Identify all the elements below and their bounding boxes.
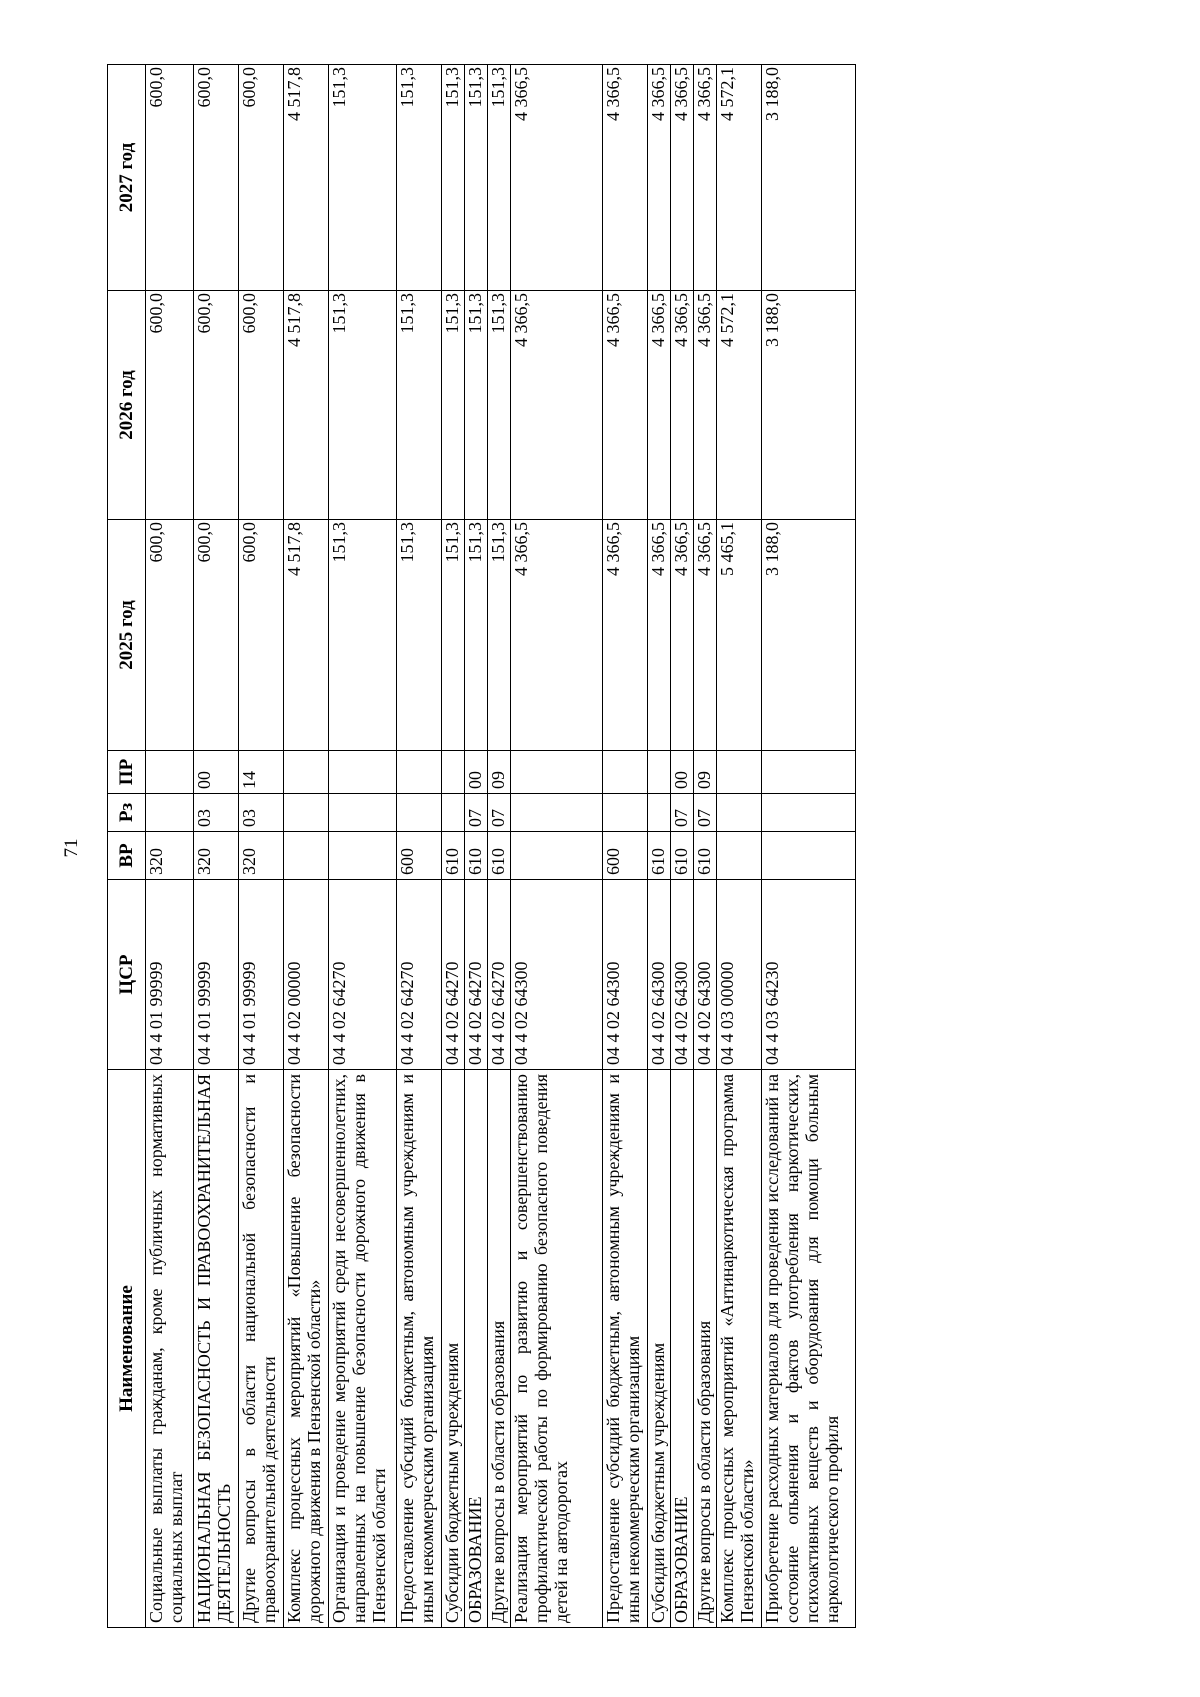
header-2026: 2026 год xyxy=(108,291,146,520)
cell-2025: 151,3 xyxy=(488,520,511,751)
cell-pr: 00 xyxy=(671,751,694,794)
cell-name: Предоставление субсидий бюджетным, автономным учреждениям и иным некоммерческим организациям xyxy=(397,1070,442,1628)
cell-vr: 320 xyxy=(239,832,284,880)
cell-vr: 610 xyxy=(488,832,511,880)
table-row xyxy=(465,65,488,1628)
cell-vr xyxy=(762,832,856,880)
cell-2027: 4 572,1 xyxy=(717,65,762,291)
cell-2025: 600,0 xyxy=(239,520,284,751)
cell-rz xyxy=(284,794,329,832)
cell-2025: 151,3 xyxy=(397,520,442,751)
table-row xyxy=(694,65,717,1628)
cell-rz xyxy=(603,794,648,832)
cell-csr: 04 4 02 00000 xyxy=(284,880,329,1070)
header-2027: 2027 год xyxy=(108,65,146,291)
cell-rz xyxy=(329,794,397,832)
cell-2025: 3 188,0 xyxy=(762,520,856,751)
cell-csr: 04 4 01 99999 xyxy=(239,880,284,1070)
cell-name: Приобретение расходных материалов для проведения исследований на состояние опьянения и фактов употребления наркотических, психоактивных веществ и оборудования для помощи больным наркологического профиля xyxy=(762,1070,856,1628)
cell-2026: 4 366,5 xyxy=(694,291,717,520)
cell-2027: 4 366,5 xyxy=(511,65,603,291)
cell-2025: 4 366,5 xyxy=(603,520,648,751)
cell-csr: 04 4 02 64270 xyxy=(397,880,442,1070)
cell-vr: 610 xyxy=(442,832,465,880)
cell-2026: 600,0 xyxy=(239,291,284,520)
cell-pr xyxy=(511,751,603,794)
table-row xyxy=(239,65,284,1628)
table-row xyxy=(671,65,694,1628)
cell-name: Другие вопросы в области образования xyxy=(694,1070,717,1628)
cell-csr: 04 4 03 00000 xyxy=(717,880,762,1070)
cell-2026: 151,3 xyxy=(442,291,465,520)
cell-2026: 600,0 xyxy=(194,291,239,520)
cell-vr xyxy=(284,832,329,880)
cell-name: Предоставление субсидий бюджетным, автономным учреждениям и иным некоммерческим организациям xyxy=(603,1070,648,1628)
cell-2026: 151,3 xyxy=(329,291,397,520)
cell-rz xyxy=(442,794,465,832)
cell-pr xyxy=(284,751,329,794)
table-row xyxy=(284,65,329,1628)
header-pr: ПР xyxy=(108,751,146,794)
cell-name: Организация и проведение мероприятий среди несовершеннолетних, направленных на повышение безопасности дорожного движения в Пензенской области xyxy=(329,1070,397,1628)
cell-vr: 320 xyxy=(194,832,239,880)
cell-2027: 600,0 xyxy=(146,65,194,291)
budget-table xyxy=(107,64,856,1628)
cell-name: Субсидии бюджетным учреждениям xyxy=(442,1070,465,1628)
cell-2025: 5 465,1 xyxy=(717,520,762,751)
table-row xyxy=(603,65,648,1628)
cell-pr: 09 xyxy=(694,751,717,794)
cell-rz xyxy=(648,794,671,832)
cell-csr: 04 4 02 64270 xyxy=(488,880,511,1070)
cell-csr: 04 4 02 64300 xyxy=(648,880,671,1070)
cell-2026: 4 572,1 xyxy=(717,291,762,520)
cell-2026: 151,3 xyxy=(465,291,488,520)
cell-pr xyxy=(397,751,442,794)
cell-2025: 600,0 xyxy=(194,520,239,751)
cell-vr: 610 xyxy=(694,832,717,880)
table-row xyxy=(648,65,671,1628)
cell-rz xyxy=(511,794,603,832)
cell-rz: 03 xyxy=(239,794,284,832)
cell-pr xyxy=(442,751,465,794)
cell-2027: 151,3 xyxy=(488,65,511,291)
cell-2025: 151,3 xyxy=(329,520,397,751)
cell-name: Другие вопросы в области образования xyxy=(488,1070,511,1628)
cell-2026: 4 366,5 xyxy=(511,291,603,520)
cell-2026: 3 188,0 xyxy=(762,291,856,520)
cell-name: ОБРАЗОВАНИЕ xyxy=(671,1070,694,1628)
cell-name: Социальные выплаты гражданам, кроме публичных нормативных социальных выплат xyxy=(146,1070,194,1628)
cell-pr xyxy=(329,751,397,794)
cell-2027: 4 366,5 xyxy=(603,65,648,291)
cell-rz: 07 xyxy=(694,794,717,832)
cell-2027: 600,0 xyxy=(239,65,284,291)
table-row xyxy=(329,65,397,1628)
table-row xyxy=(194,65,239,1628)
cell-pr xyxy=(717,751,762,794)
cell-2027: 3 188,0 xyxy=(762,65,856,291)
cell-2026: 4 366,5 xyxy=(603,291,648,520)
cell-2027: 4 366,5 xyxy=(694,65,717,291)
cell-2025: 4 366,5 xyxy=(648,520,671,751)
cell-2025: 4 366,5 xyxy=(511,520,603,751)
cell-pr xyxy=(648,751,671,794)
table-row xyxy=(397,65,442,1628)
cell-rz: 07 xyxy=(671,794,694,832)
table-row xyxy=(146,65,194,1628)
table-row xyxy=(488,65,511,1628)
cell-2027: 151,3 xyxy=(465,65,488,291)
table-body xyxy=(146,65,856,1628)
cell-csr: 04 4 02 64270 xyxy=(442,880,465,1070)
page-number: 71 xyxy=(61,838,82,858)
cell-vr: 610 xyxy=(671,832,694,880)
cell-vr: 600 xyxy=(397,832,442,880)
cell-2027: 151,3 xyxy=(442,65,465,291)
table-row xyxy=(511,65,603,1628)
cell-pr: 09 xyxy=(488,751,511,794)
cell-name: Другие вопросы в области национальной безопасности и правоохранительной деятельности xyxy=(239,1070,284,1628)
cell-vr: 610 xyxy=(648,832,671,880)
cell-2026: 600,0 xyxy=(146,291,194,520)
cell-pr: 14 xyxy=(239,751,284,794)
cell-vr: 320 xyxy=(146,832,194,880)
cell-2025: 4 517,8 xyxy=(284,520,329,751)
header-rz: Рз xyxy=(108,794,146,832)
header-name: Наименование xyxy=(108,1070,146,1628)
cell-2026: 4 366,5 xyxy=(671,291,694,520)
cell-csr: 04 4 02 64270 xyxy=(329,880,397,1070)
cell-rz: 07 xyxy=(488,794,511,832)
cell-name: Реализация мероприятий по развитию и совершенствованию профилактической работы по формированию безопасного поведения детей на автодорогах xyxy=(511,1070,603,1628)
cell-2026: 151,3 xyxy=(397,291,442,520)
cell-2025: 151,3 xyxy=(442,520,465,751)
table-row xyxy=(762,65,856,1628)
cell-vr xyxy=(511,832,603,880)
cell-2027: 4 517,8 xyxy=(284,65,329,291)
cell-name: Комплекс процессных мероприятий «Повышение безопасности дорожного движения в Пензенской области» xyxy=(284,1070,329,1628)
rotated-table-container xyxy=(107,65,991,1628)
cell-2027: 4 366,5 xyxy=(648,65,671,291)
cell-name: Комплекс процессных мероприятий «Антинаркотическая программа Пензенской области» xyxy=(717,1070,762,1628)
cell-csr: 04 4 03 64230 xyxy=(762,880,856,1070)
cell-2027: 600,0 xyxy=(194,65,239,291)
cell-name: Субсидии бюджетным учреждениям xyxy=(648,1070,671,1628)
cell-2026: 4 366,5 xyxy=(648,291,671,520)
cell-csr: 04 4 02 64300 xyxy=(511,880,603,1070)
cell-csr: 04 4 01 99999 xyxy=(194,880,239,1070)
cell-rz xyxy=(397,794,442,832)
cell-2025: 151,3 xyxy=(465,520,488,751)
table-row xyxy=(717,65,762,1628)
cell-vr xyxy=(329,832,397,880)
cell-2027: 151,3 xyxy=(397,65,442,291)
cell-2027: 151,3 xyxy=(329,65,397,291)
header-vr: ВР xyxy=(108,832,146,880)
cell-csr: 04 4 02 64270 xyxy=(465,880,488,1070)
cell-2025: 4 366,5 xyxy=(671,520,694,751)
cell-2025: 600,0 xyxy=(146,520,194,751)
header-csr: ЦСР xyxy=(108,880,146,1070)
cell-pr: 00 xyxy=(194,751,239,794)
cell-rz xyxy=(762,794,856,832)
cell-vr xyxy=(717,832,762,880)
cell-rz xyxy=(717,794,762,832)
cell-csr: 04 4 02 64300 xyxy=(694,880,717,1070)
cell-name: ОБРАЗОВАНИЕ xyxy=(465,1070,488,1628)
cell-csr: 04 4 02 64300 xyxy=(603,880,648,1070)
cell-csr: 04 4 01 99999 xyxy=(146,880,194,1070)
cell-pr: 00 xyxy=(465,751,488,794)
cell-pr xyxy=(146,751,194,794)
cell-2026: 4 517,8 xyxy=(284,291,329,520)
cell-2027: 4 366,5 xyxy=(671,65,694,291)
cell-rz: 07 xyxy=(465,794,488,832)
cell-vr: 600 xyxy=(603,832,648,880)
table-header-row xyxy=(108,65,146,1628)
table-row xyxy=(442,65,465,1628)
cell-name: НАЦИОНАЛЬНАЯ БЕЗОПАСНОСТЬ И ПРАВООХРАНИТЕЛЬНАЯ ДЕЯТЕЛЬНОСТЬ xyxy=(194,1070,239,1628)
cell-vr: 610 xyxy=(465,832,488,880)
cell-rz xyxy=(146,794,194,832)
cell-pr xyxy=(762,751,856,794)
cell-2025: 4 366,5 xyxy=(694,520,717,751)
cell-rz: 03 xyxy=(194,794,239,832)
cell-pr xyxy=(603,751,648,794)
cell-2026: 151,3 xyxy=(488,291,511,520)
header-2025: 2025 год xyxy=(108,520,146,751)
cell-csr: 04 4 02 64300 xyxy=(671,880,694,1070)
